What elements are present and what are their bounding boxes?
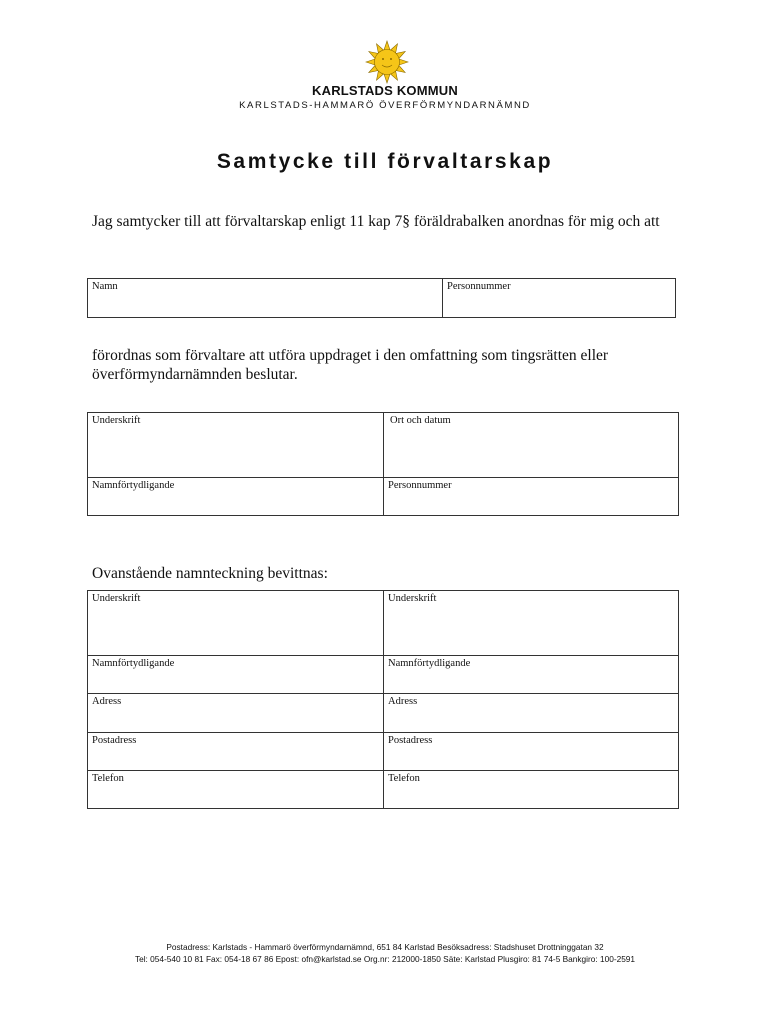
appointee-name-field[interactable]	[88, 279, 442, 317]
witness2-postal-field[interactable]	[384, 733, 678, 770]
witness1-address-label: Adress	[92, 696, 122, 707]
witness2-signature-field[interactable]	[384, 591, 678, 655]
consent-pnr-field[interactable]	[384, 478, 678, 515]
witness1-name-clarification-field[interactable]	[88, 656, 383, 693]
witness2-name-clarification-field[interactable]	[384, 656, 678, 693]
witness2-name-clarification-label: Namnförtydligande	[388, 658, 471, 669]
witness1-phone-label: Telefon	[92, 773, 124, 784]
appointee-form	[87, 278, 676, 318]
consent-signature-label: Underskrift	[92, 415, 141, 426]
witness2-signature-label: Underskrift	[388, 593, 437, 604]
footer-postal-address: Postadress: Karlstads - Hammarö överförmyndarnämnd, 651 84 Karlstad Besöksadress: Stadshuset Drottninggatan 32	[166, 942, 604, 952]
appointment-paragraph: förordnas som förvaltare att utföra uppdraget i den omfattning som tingsrätten eller överförmyndarnämnden beslutar.	[92, 347, 609, 383]
organization-subtitle: KARLSTADS-HAMMARÖ ÖVERFÖRMYNDARNÄMND	[239, 100, 531, 111]
witness1-signature-field[interactable]	[88, 591, 383, 655]
organization-name: KARLSTADS KOMMUN	[312, 83, 458, 98]
consent-signature-form	[87, 412, 679, 516]
place-date-label: Ort och datum	[390, 415, 451, 426]
appointee-name-label: Namn	[92, 281, 118, 292]
witness1-signature-label: Underskrift	[92, 593, 141, 604]
witness1-name-clarification-label: Namnförtydligande	[92, 658, 175, 669]
witness1-postal-field[interactable]	[88, 733, 383, 770]
witness1-phone-field[interactable]	[88, 771, 383, 808]
consent-pnr-label: Personnummer	[388, 480, 452, 491]
appointee-pnr-field[interactable]	[443, 279, 675, 317]
witness-form	[87, 590, 679, 809]
consent-name-clarification-field[interactable]	[88, 478, 383, 515]
place-date-field[interactable]	[384, 413, 678, 477]
witness2-address-label: Adress	[388, 696, 418, 707]
witness1-postal-label: Postadress	[92, 735, 137, 746]
witness2-phone-label: Telefon	[388, 773, 420, 784]
witness-paragraph: Ovanstående namnteckning bevittnas:	[92, 565, 328, 582]
witness2-phone-field[interactable]	[384, 771, 678, 808]
footer-contact-details: Tel: 054-540 10 81 Fax: 054-18 67 86 Epost: ofn@karlstad.se Org.nr: 212000-1850 Säte: Karlstad Plusgiro: 81 74-5 Bankgiro: 100-2591	[134, 954, 636, 964]
witness2-postal-label: Postadress	[388, 735, 433, 746]
consent-name-clarification-label: Namnförtydligande	[92, 480, 175, 491]
consent-paragraph: Jag samtycker till att förvaltarskap enligt 11 kap 7§ föräldrabalken anordnas för mig och att	[92, 213, 660, 230]
sun-logo-icon	[362, 40, 412, 84]
witness2-address-field[interactable]	[384, 694, 678, 732]
appointee-pnr-label: Personnummer	[447, 281, 511, 292]
witness1-address-field[interactable]	[88, 694, 383, 732]
consent-signature-field[interactable]	[88, 413, 383, 477]
document-title: Samtycke till förvaltarskap	[216, 150, 554, 173]
